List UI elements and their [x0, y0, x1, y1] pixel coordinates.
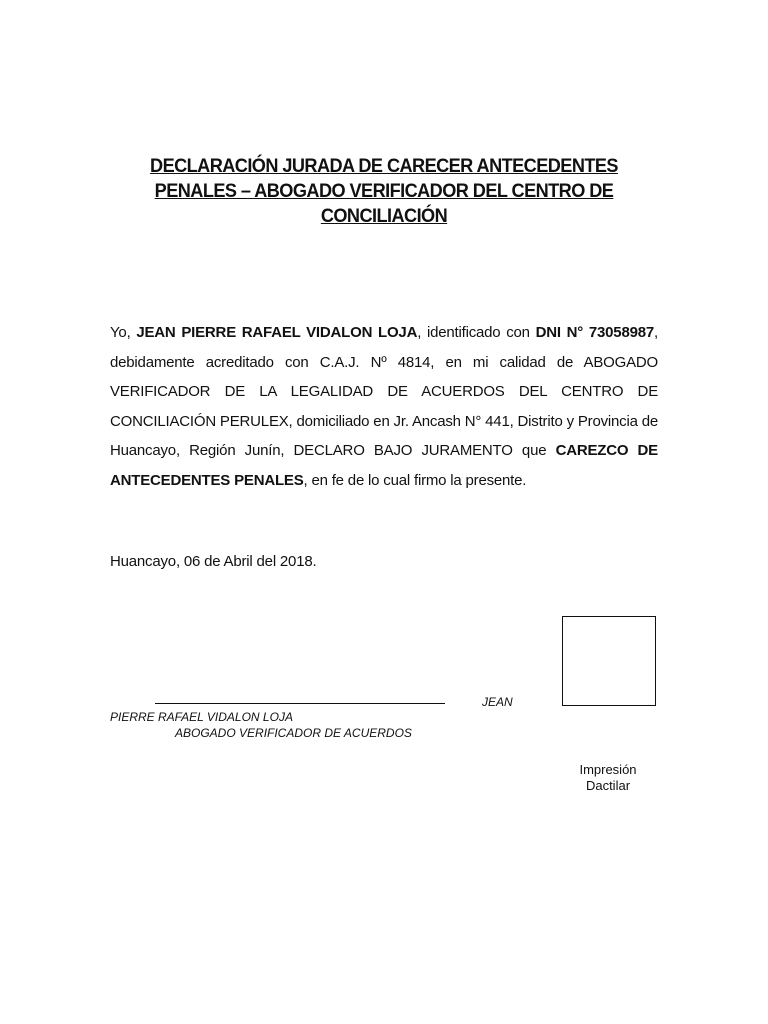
- body-closing: , en fe de lo cual firmo la presente.: [303, 471, 527, 489]
- signature-name-rest: PIERRE RAFAEL VIDALON LOJA: [110, 710, 293, 724]
- signature-name-first: JEAN: [482, 695, 513, 709]
- thumbprint-label-line1: Impresión: [579, 762, 637, 777]
- thumbprint-label: [552, 762, 664, 794]
- place-date: Huancayo, 06 de Abril del 2018.: [110, 553, 317, 570]
- signature-role: ABOGADO VERIFICADOR DE ACUERDOS: [175, 726, 412, 740]
- body-credentials: , debidamente acreditado con C.A.J. Nº 4814, en mi calidad de ABOGADO VERIFICADOR DE LA LEGALIDAD DE ACUERDOS DEL CENTRO DE CONCILIACIÓN PERULEX, domiciliado en Jr. Ancash N° 441, Distrito y Provincia de Huancayo, Región Junín, DECLARO BAJO JURAMENTO que: [110, 324, 658, 460]
- thumbprint-label-line2: Dactilar: [585, 778, 631, 793]
- body-identified: , identificado con: [417, 324, 536, 341]
- body-intro: Yo,: [110, 324, 137, 341]
- signature-line: [155, 703, 445, 704]
- dni-number: DNI N° 73058987: [535, 324, 655, 341]
- declaration-body: [110, 318, 658, 496]
- document-title: DECLARACIÓN JURADA DE CARECER ANTECEDENTES PENALES – ABOGADO VERIFICADOR DEL CENTRO DE CONCILIACIÓN: [150, 155, 618, 227]
- declaration-statement: CAREZCO DE ANTECEDENTES PENALES: [110, 442, 658, 489]
- thumbprint-box: [562, 616, 656, 706]
- declarant-name: JEAN PIERRE RAFAEL VIDALON LOJA: [136, 324, 418, 341]
